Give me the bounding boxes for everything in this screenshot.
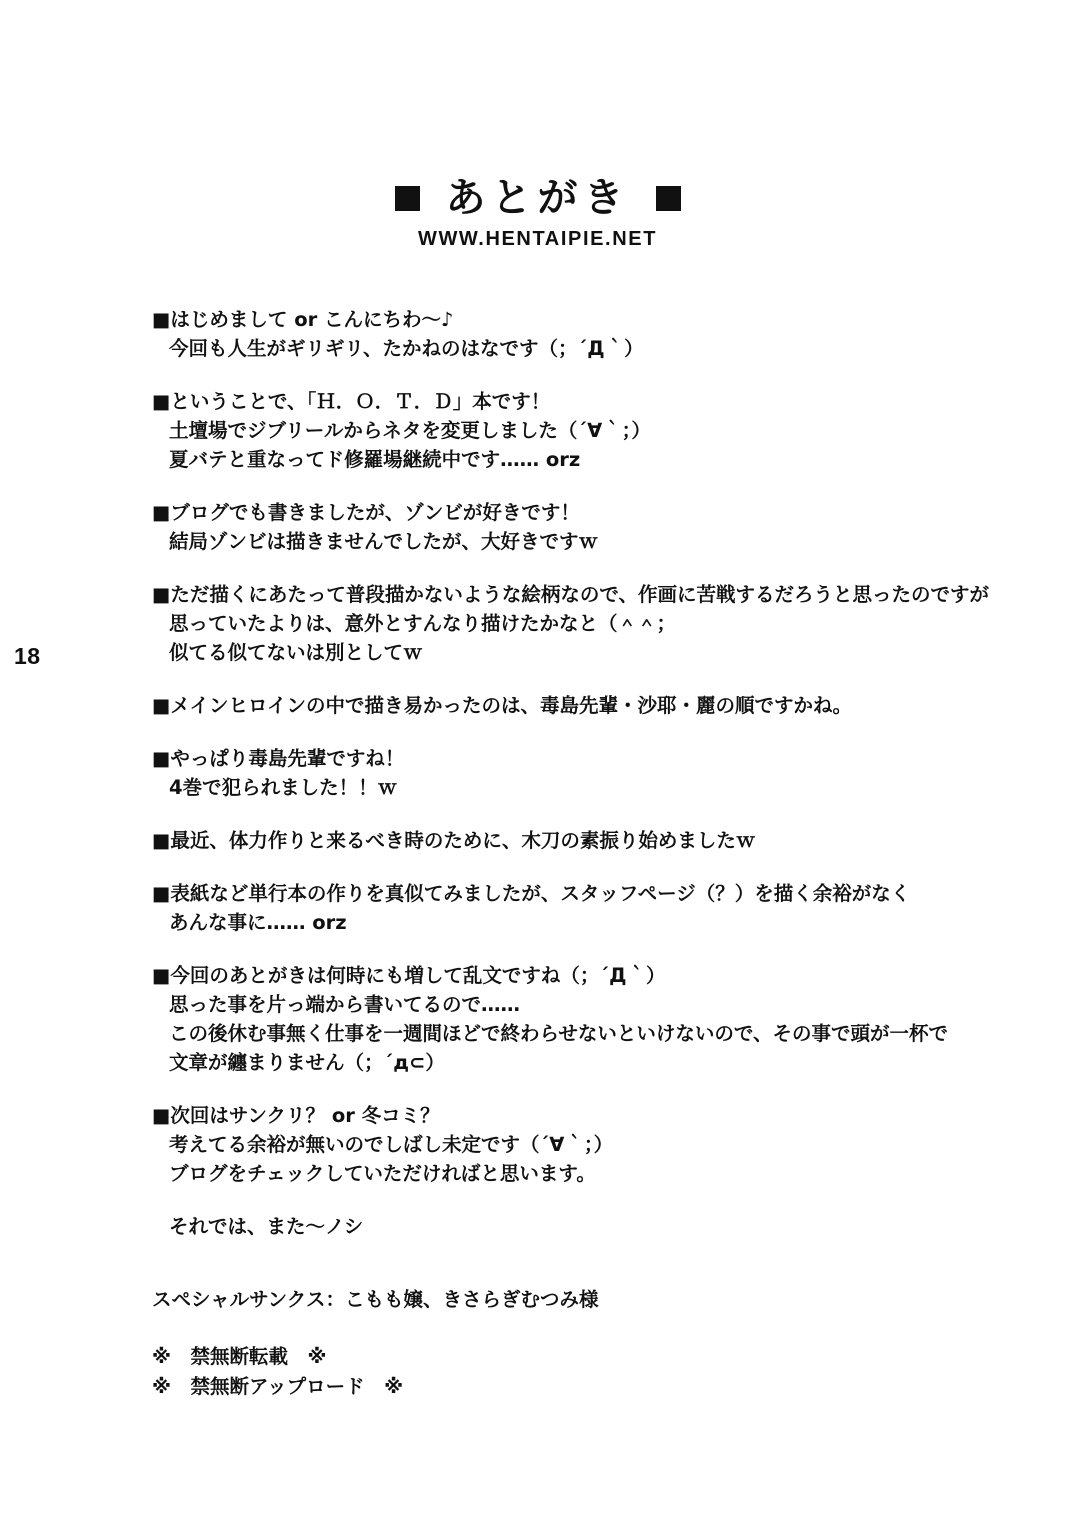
- afterword-paragraph: [152, 744, 1032, 802]
- afterword-paragraph: [152, 1101, 1032, 1188]
- paragraph-line: 思った事を片っ端から書いてるので……: [169, 993, 521, 1016]
- afterword-paragraph: [152, 580, 1032, 667]
- paragraph-line: 4巻で犯られました！！ｗ: [169, 776, 398, 799]
- notices-block: [152, 1342, 1032, 1402]
- special-thanks-line: スペシャルサンクス：こもも嬢、きさらぎむつみ様: [152, 1288, 599, 1311]
- paragraph-line: 土壇場でジブリールからネタを変更しました（´∀｀；）: [169, 419, 651, 442]
- paragraph-line: ■はじめまして or こんにちわ〜♪: [152, 308, 454, 331]
- special-thanks: [152, 1285, 1032, 1314]
- page-number: 18: [14, 643, 41, 669]
- afterword-paragraph: [152, 826, 1032, 855]
- afterword-paragraph: [152, 879, 1032, 937]
- paragraph-line: 文章が纏まりません（；´д⊂）: [169, 1051, 445, 1074]
- paragraph-line: ■メインヒロインの中で描き易かったのは、毒島先輩・沙耶・麗の順ですかね。: [152, 694, 852, 717]
- afterword-body: [152, 305, 1032, 1426]
- closing-paragraph: [152, 1212, 1032, 1241]
- closing-line: それでは、また〜ノシ: [169, 1215, 364, 1238]
- paragraph-line: 結局ゾンビは描きませんでしたが、大好きですｗ: [169, 530, 599, 553]
- afterword-paragraph: [152, 387, 1032, 474]
- page-title: あとがき: [445, 175, 630, 221]
- paragraph-line: 今回も人生がギリギリ、たかねのはなです（；´Д｀）: [169, 337, 644, 360]
- notice-line: ※ 禁無断アップロード ※: [152, 1375, 404, 1398]
- paragraph-line: あんな事に…… orz: [169, 911, 347, 934]
- paragraph-line: ■表紙など単行本の作りを真似てみましたが、スタッフページ（？）を描く余裕がなく: [152, 882, 911, 905]
- filled-square-icon: [656, 186, 681, 211]
- afterword-paragraph: [152, 498, 1032, 556]
- paragraph-line: ■やっぱり毒島先輩ですね！: [152, 747, 405, 770]
- paragraph-line: ■最近、体力作りと来るべき時のために、木刀の素振り始めましたｗ: [152, 829, 756, 852]
- page-title-block: [0, 175, 1075, 251]
- paragraph-line: ■ただ描くにあたって普段描かないような絵柄なので、作画に苦戦するだろうと思ったのですが: [152, 583, 990, 606]
- paragraph-line: ブログをチェックしていただければと思います。: [169, 1162, 596, 1185]
- filled-square-icon: [395, 186, 420, 211]
- notice-line: ※ 禁無断転載 ※: [152, 1345, 327, 1368]
- paragraph-line: 考えてる余裕が無いのでしばし未定です（´∀｀；）: [169, 1133, 614, 1156]
- title-line: [0, 175, 1075, 221]
- site-url: WWW.HENTAIPIE.NET: [417, 228, 658, 250]
- paragraph-line: 思っていたよりは、意外とすんなり描けたかなと（＾＾；: [169, 612, 677, 635]
- paragraph-line: ■今回のあとがきは何時にも増して乱文ですね（；´Д｀）: [152, 964, 666, 987]
- paragraph-line: この後休む事無く仕事を一週間ほどで終わらせないといけないので、その事で頭が一杯で: [169, 1022, 949, 1045]
- paragraph-line: 夏バテと重なってド修羅場継続中です…… orz: [169, 448, 581, 471]
- paragraph-line: ■ということで、「Ｈ．Ｏ．Ｔ．Ｄ」本です！: [152, 390, 551, 413]
- afterword-paragraph: [152, 305, 1032, 363]
- afterword-paragraph: [152, 691, 1032, 720]
- paragraph-line: 似てる似てないは別としてｗ: [169, 641, 423, 664]
- afterword-paragraph: [152, 961, 1032, 1077]
- paragraph-line: ■ブログでも書きましたが、ゾンビが好きです！: [152, 501, 580, 524]
- paragraph-line: ■次回はサンクリ？ or 冬コミ？: [152, 1104, 440, 1127]
